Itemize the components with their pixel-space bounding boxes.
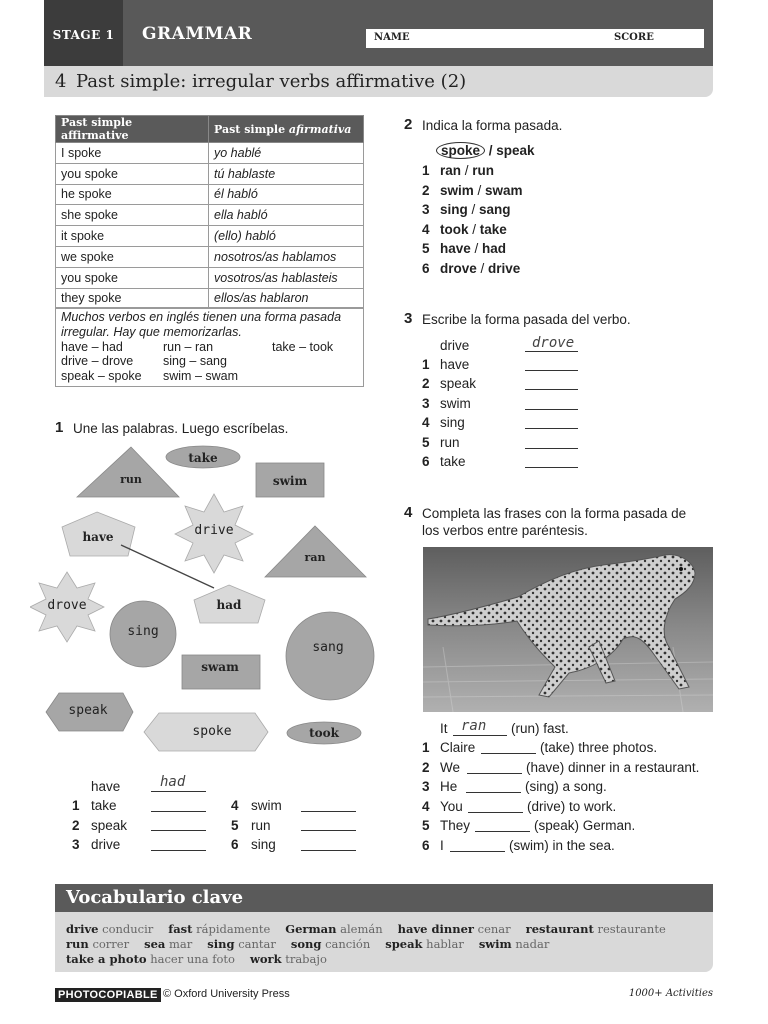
- shape-label-drove: drove: [47, 598, 87, 613]
- shape-label-run: run: [120, 473, 142, 486]
- ex1-example-blank: [151, 791, 206, 792]
- vocab-term: have dinner: [397, 922, 474, 936]
- ex3-item-word: have: [440, 357, 470, 372]
- name-label: NAME: [374, 32, 410, 43]
- shape-label-had: had: [216, 598, 242, 612]
- ex3-item-word: take: [440, 454, 466, 469]
- table-row: [56, 184, 364, 205]
- table-cell-spanish: vosotros/as hablasteis: [209, 267, 364, 288]
- shape-label-swam: swam: [201, 660, 239, 674]
- name-score-box[interactable]: [366, 29, 704, 48]
- ex2-item-number: 6: [422, 260, 430, 276]
- ex2-item-number: 5: [422, 241, 430, 256]
- ex4-item-rest: (speak) German.: [534, 818, 636, 834]
- table-row: [56, 163, 364, 184]
- ex4-example-answer: ran: [461, 718, 487, 734]
- shape-label-have: have: [82, 530, 114, 544]
- score-label: SCORE: [614, 32, 654, 43]
- vocab-translation: rápidamente: [196, 922, 271, 936]
- ex2-choice[interactable]: drove: [440, 260, 477, 276]
- table-cell-spanish: él habló: [209, 184, 364, 205]
- ex2-item-number: 4: [422, 221, 430, 237]
- ex4-item-subject: I: [440, 838, 444, 853]
- shape-sing[interactable]: [110, 601, 176, 667]
- ex1-item-number: 6: [231, 837, 239, 852]
- ex2-separator: /: [467, 202, 480, 217]
- shape-label-ran: ran: [304, 551, 326, 564]
- ex2-choice[interactable]: run: [472, 163, 495, 178]
- ex1-answer-field[interactable]: [301, 811, 356, 812]
- shape-label-took: took: [309, 726, 339, 740]
- ex3-item-number: 5: [422, 434, 430, 450]
- exercise-4-instruction-line1: Completa las frases con la forma pasada de: [422, 506, 687, 521]
- exercise-1-number: 1: [55, 419, 64, 436]
- ex4-example-blank: [453, 735, 507, 736]
- ex4-item-subject: They: [440, 818, 471, 834]
- shape-label-drive: drive: [194, 523, 234, 538]
- ex4-item-rest: (have) dinner in a restaurant.: [526, 759, 700, 775]
- ex2-item-choices: [440, 222, 507, 237]
- ex3-item-word: swim: [440, 395, 471, 411]
- table-cell-english: you spoke: [56, 163, 209, 184]
- shape-label-sing: sing: [127, 624, 159, 639]
- table-cell-spanish: tú hablaste: [209, 163, 364, 184]
- vocab-translation: cenar: [477, 922, 511, 936]
- series-label: 1000+ Activities: [628, 988, 713, 999]
- ex4-example-pre: It: [440, 721, 448, 736]
- ex2-choice[interactable]: swim: [440, 182, 474, 198]
- ex3-item-number: 6: [422, 454, 430, 469]
- table-row: [56, 246, 364, 267]
- ex1-item-word: drive: [91, 837, 121, 852]
- ex4-example-post: (run) fast.: [511, 721, 569, 736]
- note-verb-pairs: [61, 340, 358, 384]
- ex2-item-number: 2: [422, 182, 430, 198]
- ex1-item-word: speak: [91, 818, 128, 833]
- ex2-choice[interactable]: sang: [479, 202, 511, 217]
- publisher-credit: © Oxford University Press: [163, 988, 290, 1000]
- vocab-term: take a photo: [66, 952, 147, 966]
- vocab-term: sea: [144, 937, 166, 951]
- ex2-choice[interactable]: took: [440, 221, 469, 237]
- ex1-answer-field[interactable]: [151, 811, 206, 812]
- verb-pair: speak – spoke: [61, 369, 142, 384]
- ex2-item-choices: [440, 202, 511, 217]
- table-cell-spanish: ellos/as hablaron: [209, 288, 364, 309]
- verb-pair: take – took: [272, 339, 334, 354]
- vocab-term: fast: [168, 922, 193, 936]
- ex1-answer-field[interactable]: [151, 830, 206, 831]
- ex4-item-number: 4: [422, 798, 430, 814]
- ex3-example-answer: drove: [532, 335, 575, 351]
- ex2-separator: /: [473, 182, 486, 198]
- vocab-row: [66, 952, 342, 966]
- ex2-item-choices: [440, 163, 494, 178]
- exercise-3-instruction: Escribe la forma pasada del verbo.: [422, 312, 631, 327]
- shape-swim[interactable]: [256, 463, 324, 497]
- ex3-answer-field[interactable]: [525, 389, 578, 390]
- vocab-translation: canción: [325, 937, 371, 951]
- table-header-spanish-plain: Past simple: [214, 122, 289, 136]
- ex4-item-rest: (swim) in the sea.: [509, 838, 615, 853]
- exercise-2-instruction: Indica la forma pasada.: [422, 118, 563, 133]
- ex4-item-number: 1: [422, 740, 430, 755]
- vocab-translation: conducir: [102, 922, 154, 936]
- ex4-answer-field[interactable]: [468, 812, 523, 813]
- vocab-translation: alemán: [340, 922, 383, 936]
- shape-ran[interactable]: [265, 526, 366, 577]
- ex4-item-subject: He: [440, 779, 458, 795]
- shape-have[interactable]: [62, 512, 135, 556]
- table-row: [56, 288, 364, 309]
- table-row: [56, 226, 364, 247]
- section-title: GRAMMAR: [142, 24, 253, 44]
- vocab-term: German: [285, 922, 337, 936]
- ex3-item-number: 2: [422, 376, 430, 392]
- ex2-item-number: 3: [422, 202, 430, 217]
- vocab-term: speak: [385, 937, 423, 951]
- ex4-item-number: 5: [422, 818, 430, 834]
- table-cell-spanish: ella habló: [209, 205, 364, 226]
- table-cell-english: we spoke: [56, 246, 209, 267]
- ex2-separator: /: [468, 221, 480, 237]
- ex2-example-rest: / speak: [485, 143, 535, 158]
- ex2-example: [436, 143, 535, 158]
- ex4-answer-field[interactable]: [475, 831, 530, 832]
- ex3-item-number: 1: [422, 357, 430, 372]
- ex1-item-number: 1: [72, 798, 80, 813]
- table-cell-english: you spoke: [56, 267, 209, 288]
- ex2-example-circled: spoke: [436, 142, 485, 159]
- ex4-item-number: 2: [422, 759, 430, 775]
- ex2-separator: /: [461, 163, 473, 178]
- vocab-term: song: [290, 937, 322, 951]
- shape-label-swim: swim: [272, 474, 308, 488]
- unit-title: Past simple: irregular verbs affirmative (2): [76, 71, 467, 92]
- vocab-translation: nadar: [515, 937, 550, 951]
- ex2-item-choices: [440, 241, 506, 256]
- table-cell-english: they spoke: [56, 288, 209, 309]
- stage-label: STAGE 1: [44, 0, 123, 66]
- vocab-row: [66, 922, 681, 936]
- ex2-choice[interactable]: sing: [440, 202, 468, 217]
- ex4-answer-field[interactable]: [450, 851, 505, 852]
- shape-label-sang: sang: [312, 640, 344, 655]
- ex1-item-number: 2: [72, 818, 80, 833]
- shape-label-speak: speak: [68, 703, 108, 718]
- grammar-table: [55, 115, 364, 309]
- vocab-term: work: [249, 952, 282, 966]
- shape-swam[interactable]: [182, 655, 260, 689]
- shape-label-take: take: [188, 451, 218, 465]
- ex3-example-blank: [525, 351, 578, 352]
- ex2-choice[interactable]: had: [482, 241, 507, 256]
- exercise-2-number: 2: [404, 116, 413, 133]
- ex3-answer-field[interactable]: [525, 448, 578, 449]
- ex4-item-subject: You: [440, 798, 463, 814]
- shape-drove[interactable]: [30, 572, 104, 642]
- ex4-item-rest: (sing) a song.: [525, 779, 607, 795]
- ex1-item-word: run: [251, 818, 271, 833]
- ex2-item-choices: [440, 183, 523, 198]
- unit-header: [44, 66, 713, 97]
- page-header: [44, 0, 713, 66]
- grammar-note: [55, 307, 364, 387]
- ex1-item-number: 4: [231, 798, 239, 813]
- ex4-item-number: 3: [422, 779, 430, 795]
- table-cell-english: I spoke: [56, 143, 209, 164]
- shape-take[interactable]: [166, 446, 240, 468]
- vocab-translation: restaurante: [597, 922, 666, 936]
- vocab-translation: cantar: [238, 937, 276, 951]
- shape-took[interactable]: [287, 722, 361, 744]
- shape-speak[interactable]: [46, 693, 133, 731]
- ex2-choice[interactable]: have: [440, 241, 471, 256]
- ex2-separator: /: [476, 260, 489, 276]
- ex3-item-word: sing: [440, 415, 465, 431]
- ex1-answer-field[interactable]: [301, 830, 356, 831]
- exercise-4-number: 4: [404, 504, 413, 521]
- ex3-item-number: 4: [422, 415, 430, 431]
- ex4-item-rest: (drive) to work.: [527, 798, 617, 814]
- ex2-choice[interactable]: drive: [488, 260, 521, 276]
- ex3-answer-field[interactable]: [525, 467, 578, 468]
- verb-pair: drive – drove: [61, 354, 134, 369]
- ex4-item-subject: We: [440, 759, 461, 775]
- ex3-example-word: drive: [440, 338, 470, 353]
- ex4-answer-field[interactable]: [466, 792, 521, 793]
- table-header-english: Past simple affirmative: [56, 116, 209, 143]
- ex1-item-word: take: [91, 798, 117, 813]
- ex1-answer-field[interactable]: [301, 850, 356, 851]
- vocab-row: [66, 937, 564, 951]
- ex2-choice[interactable]: take: [479, 221, 507, 237]
- table-cell-english: it spoke: [56, 226, 209, 247]
- table-row: [56, 143, 364, 164]
- table-header-spanish: [209, 116, 364, 143]
- exercise-3-number: 3: [404, 310, 413, 327]
- word-shapes-diagram: [30, 440, 390, 760]
- vocab-translation: hablar: [426, 937, 464, 951]
- table-cell-english: she spoke: [56, 205, 209, 226]
- ex3-item-word: run: [440, 434, 460, 450]
- ex3-answer-field[interactable]: [525, 428, 578, 429]
- unit-number: 4: [55, 71, 67, 92]
- ex2-choice[interactable]: swam: [485, 182, 523, 198]
- shape-had[interactable]: [194, 585, 265, 623]
- table-cell-spanish: yo hablé: [209, 143, 364, 164]
- vocab-term: drive: [66, 922, 99, 936]
- shape-sang[interactable]: [286, 612, 374, 700]
- ex1-example-answer: had: [160, 774, 186, 790]
- ex4-answer-field[interactable]: [481, 753, 536, 754]
- vocab-box: [55, 912, 713, 972]
- table-row: [56, 205, 364, 226]
- exercise-4-instruction-line2: los verbos entre paréntesis.: [422, 523, 588, 538]
- ex4-answer-field[interactable]: [467, 773, 522, 774]
- table-cell-english: he spoke: [56, 184, 209, 205]
- vocab-term: restaurant: [525, 922, 594, 936]
- ex1-item-word: sing: [251, 837, 276, 852]
- shape-spoke[interactable]: [144, 713, 268, 751]
- exercise-1-instruction: Une las palabras. Luego escríbelas.: [73, 421, 289, 436]
- verb-pair: swim – swam: [163, 369, 239, 384]
- vocab-term: run: [66, 937, 89, 951]
- table-row: [56, 267, 364, 288]
- note-text: Muchos verbos en inglés tienen una forma pasada irregular. Hay que memorizarlas.: [61, 310, 342, 339]
- shape-run[interactable]: [77, 447, 179, 497]
- ex4-item-subject: Claire: [440, 740, 476, 755]
- ex4-item-rest: (take) three photos.: [540, 740, 658, 755]
- verb-pair: sing – sang: [163, 354, 227, 369]
- table-cell-spanish: nosotros/as hablamos: [209, 246, 364, 267]
- shape-drive[interactable]: [175, 494, 253, 573]
- ex3-item-number: 3: [422, 395, 430, 411]
- shape-label-spoke: spoke: [192, 724, 232, 739]
- ex3-answer-field[interactable]: [525, 409, 578, 410]
- ex3-answer-field[interactable]: [525, 370, 578, 371]
- ex2-choice[interactable]: ran: [440, 163, 462, 178]
- verb-pair: run – ran: [163, 339, 214, 354]
- ex2-item-number: 1: [422, 163, 430, 178]
- ex1-answer-field[interactable]: [151, 850, 206, 851]
- vocab-translation: correr: [92, 937, 130, 951]
- vocab-title: Vocabulario clave: [55, 884, 713, 912]
- vocab-term: sing: [207, 937, 235, 951]
- vocab-term: swim: [478, 937, 512, 951]
- ex3-item-word: speak: [440, 376, 477, 392]
- ex2-separator: /: [470, 241, 483, 256]
- ex1-example-word: have: [91, 779, 121, 794]
- ex1-item-word: swim: [251, 798, 282, 813]
- ex1-item-number: 3: [72, 837, 80, 852]
- ex4-item-number: 6: [422, 838, 430, 853]
- ex1-item-number: 5: [231, 818, 239, 833]
- vocab-translation: hacer una foto: [150, 952, 235, 966]
- vocab-translation: trabajo: [285, 952, 327, 966]
- photocopiable-badge: PHOTOCOPIABLE: [55, 988, 161, 1002]
- vocab-translation: mar: [169, 937, 193, 951]
- table-header-spanish-italic: afirmativa: [288, 122, 352, 136]
- table-cell-spanish: (ello) habló: [209, 226, 364, 247]
- cheetah-photo: [423, 547, 713, 712]
- verb-pair: have – had: [61, 339, 123, 354]
- ex2-item-choices: [440, 261, 520, 276]
